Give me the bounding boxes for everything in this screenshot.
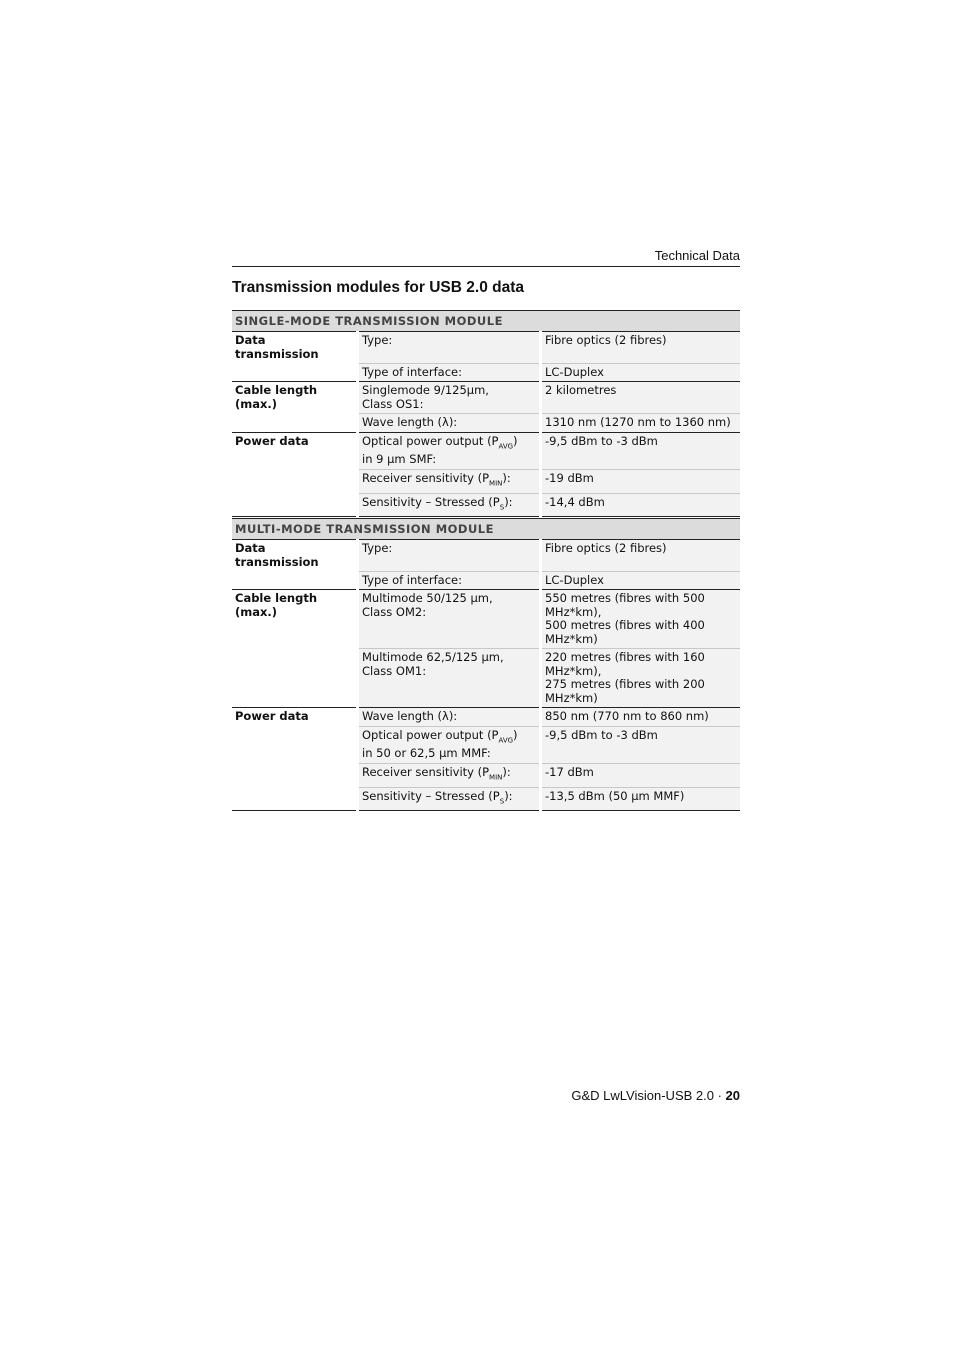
row-value: -14,4 dBm xyxy=(541,493,741,517)
row-group: Cable length (max.) xyxy=(232,382,358,414)
row-value: -19 dBm xyxy=(541,469,741,493)
label-main: Optical power output (P xyxy=(362,727,499,742)
row-value: 550 metres (fibres with 500 MHz*km), 500 metres (fibres with 400 MHz*km) xyxy=(541,590,741,649)
row-group xyxy=(232,649,358,708)
label-main: Optical power output (P xyxy=(362,433,499,448)
table-row xyxy=(232,708,740,727)
row-label: Multimode 50/125 µm, Class OM2: xyxy=(358,590,541,649)
row-label: Singlemode 9/125µm, Class OS1: xyxy=(358,382,541,414)
row-label: Multimode 62,5/125 µm, Class OM1: xyxy=(358,649,541,708)
table-heading: MULTI-MODE TRANSMISSION MODULE xyxy=(232,519,740,540)
row-value: -17 dBm xyxy=(541,763,741,787)
section-title: Transmission modules for USB 2.0 data xyxy=(232,279,524,296)
row-value: LC-Duplex xyxy=(541,363,741,382)
label-tail: ): xyxy=(504,494,513,509)
table-row xyxy=(232,649,740,708)
row-group: Cable length (max.) xyxy=(232,590,358,649)
page-number: 20 xyxy=(725,1088,740,1103)
row-value: -9,5 dBm to -3 dBm xyxy=(541,432,741,469)
row-label xyxy=(358,787,541,811)
table-row xyxy=(232,763,740,787)
row-group: Data transmission xyxy=(232,332,358,364)
row-value: LC-Duplex xyxy=(541,571,741,590)
row-value: Fibre optics (2 fibres) xyxy=(541,332,741,364)
row-value: 850 nm (770 nm to 860 nm) xyxy=(541,708,741,727)
label-subscript: MIN xyxy=(489,479,503,488)
row-value: 1310 nm (1270 nm to 1360 nm) xyxy=(541,414,741,433)
label-main: Sensitivity – Stressed (P xyxy=(362,788,500,803)
label-main: Receiver sensitivity (P xyxy=(362,764,490,779)
row-label: Type of interface: xyxy=(358,363,541,382)
page-footer xyxy=(571,1088,740,1103)
row-group xyxy=(232,469,358,493)
row-group: Data transmission xyxy=(232,540,358,572)
single-mode-table xyxy=(232,310,740,517)
row-group xyxy=(232,493,358,517)
row-label xyxy=(358,469,541,493)
row-label xyxy=(358,763,541,787)
table-row xyxy=(232,787,740,811)
table-row xyxy=(232,432,740,469)
label-tail: ): xyxy=(504,788,513,803)
row-label xyxy=(358,493,541,517)
table-row xyxy=(232,469,740,493)
footer-product: G&D LwLVision-USB 2.0 · xyxy=(571,1088,726,1103)
table-row xyxy=(232,493,740,517)
row-value: Fibre optics (2 fibres) xyxy=(541,540,741,572)
row-group xyxy=(232,414,358,433)
row-group xyxy=(232,571,358,590)
multi-mode-table xyxy=(232,518,740,811)
label-tail: ): xyxy=(502,470,511,485)
table-row xyxy=(232,382,740,414)
table-row xyxy=(232,332,740,364)
row-label: Wave length (λ): xyxy=(358,414,541,433)
row-label xyxy=(358,432,541,469)
label-tail: ): xyxy=(502,764,511,779)
row-group xyxy=(232,726,358,763)
table-row xyxy=(232,726,740,763)
row-value: -9,5 dBm to -3 dBm xyxy=(541,726,741,763)
row-group xyxy=(232,787,358,811)
table-row xyxy=(232,363,740,382)
row-label: Wave length (λ): xyxy=(358,708,541,727)
label-subscript: AVG xyxy=(498,735,514,744)
row-value: 2 kilometres xyxy=(541,382,741,414)
row-group xyxy=(232,363,358,382)
label-main: Sensitivity – Stressed (P xyxy=(362,494,500,509)
label-tail: ) in 9 µm SMF: xyxy=(362,433,518,467)
label-subscript: S xyxy=(499,796,505,805)
row-label: Type: xyxy=(358,332,541,364)
page-header xyxy=(232,247,740,267)
header-title: Technical Data xyxy=(654,248,740,263)
label-subscript: S xyxy=(499,502,505,511)
label-main: Receiver sensitivity (P xyxy=(362,470,490,485)
row-group xyxy=(232,763,358,787)
table-heading: SINGLE-MODE TRANSMISSION MODULE xyxy=(232,311,740,332)
label-tail: ) in 50 or 62,5 µm MMF: xyxy=(362,727,518,761)
row-label xyxy=(358,726,541,763)
table-row xyxy=(232,590,740,649)
label-subscript: AVG xyxy=(498,441,514,450)
row-group: Power data xyxy=(232,708,358,727)
label-subscript: MIN xyxy=(489,773,503,782)
row-label: Type of interface: xyxy=(358,571,541,590)
row-value: 220 metres (fibres with 160 MHz*km), 275 metres (fibres with 200 MHz*km) xyxy=(541,649,741,708)
table-row xyxy=(232,571,740,590)
row-group: Power data xyxy=(232,432,358,469)
row-value: -13,5 dBm (50 µm MMF) xyxy=(541,787,741,811)
table-row xyxy=(232,540,740,572)
table-row xyxy=(232,414,740,433)
row-label: Type: xyxy=(358,540,541,572)
